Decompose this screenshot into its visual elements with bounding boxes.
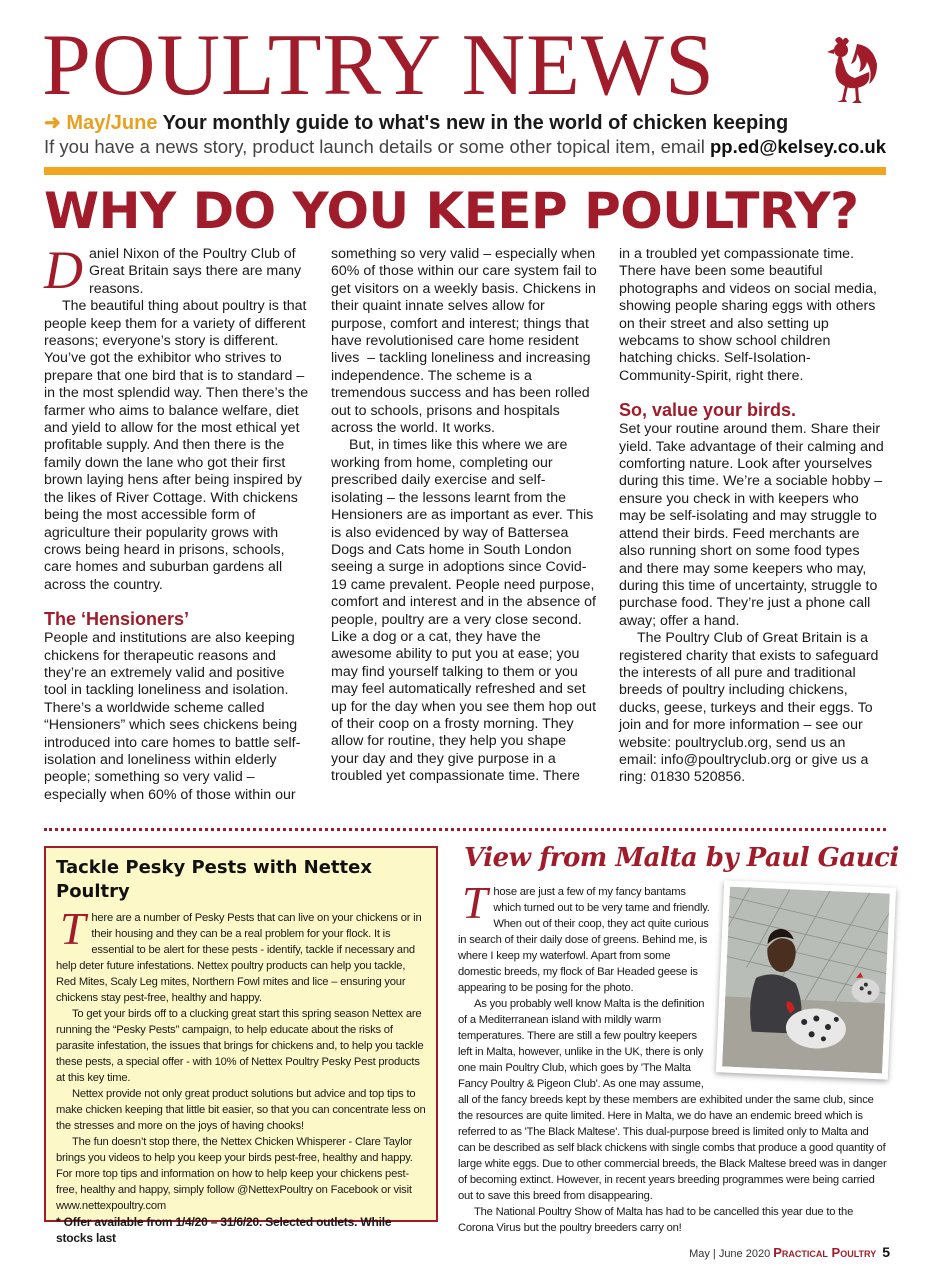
nettex-body <box>56 903 426 1246</box>
nettex-paragraph-2: To get your birds off to a clucking great start this spring season Nettex are running the “Pesky Pests” campaign, to help educate about the risks of parasite infestation, the issues that brings for chickens and, to help you tackle these pests, a special offer - with 10% of Nettex Poultry Pesky Pest products at this key time. <box>56 1008 424 1084</box>
article-dropcap: D <box>44 240 83 300</box>
malta-paragraph-1: hose are just a few of my fancy bantams which turned out to be very tame and friendly. When out of their coop, they act quite curious in search of their daily dose of greens. Behind me, is where I keep my waterfowl. Apart from some domestic breeds, my flock of Bar Headed geese is appearing to be posing for the photo. <box>458 886 710 994</box>
page-number: 5 <box>882 1244 890 1260</box>
footer-date: May | June 2020 <box>689 1248 774 1260</box>
nettex-paragraph-3: Nettex provide not only great product solutions but advice and top tips to make chicken keeping that little bit easier, so that you can concentrate less on the stresses and more on the joys of having chooks! <box>56 1088 426 1132</box>
nettex-offer: * Offer available from 1/4/20 – 31/6/20. Selected outlets. While stocks last <box>56 1215 392 1245</box>
article-column-3 <box>619 246 885 787</box>
article-paragraph-continued: something so very valid – especially when 60% of those within our care system fail to get visitors on a weekly basis. Chickens in their quaint innate selves allow for purpose, comfort and interest; things that have revolutionised care home resident lives – tackling loneliness and increasing independence. The scheme is a tremendous success and has been rolled out to schools, prisons and hospitals across the world. It works. <box>331 246 597 437</box>
article-paragraph-continued-2: in a troubled yet compassionate time. There have been some beautiful photographs and videos on social media, showing people sharing eggs with others on their street and also setting up webcams to show school children hatching chicks. Self-Isolation-Community-Spirit, right there. <box>619 246 877 384</box>
tagline <box>44 110 788 135</box>
article-column-1 <box>44 240 310 804</box>
nettex-advert-box <box>44 846 438 1245</box>
article-paragraph-lessons: But, in times like this where we are working from home, completing our prescribed daily exercise and self-isolating – the lessons learnt from the Hensioners are as important as ever. This is also evidenced by way of Battersea Dogs and Cats home in South London seeing a surge in adoptions since Covid-19 came prevalent. People need purpose, comfort and interest and in the absence of people, poultry are a very close second. Like a dog or a cat, they have the awesome ability to put you at ease; you may find yourself talking to them or you may feel automatically refreshed and set up for the day when you see them hop out of their coop on a frosty morning. They allow for routine, they help you shape your day and they give purpose in a troubled yet compassionate time. There <box>331 437 597 785</box>
nettex-title: Tackle Pesky Pests with Nettex Poultry <box>56 857 372 902</box>
article-paragraph: The beautiful thing about poultry is that people keep them for a variety of different reasons; everyone’s story is different. You’ve got the exhibitor who strives to prepare that one bird that is to standard – in the most splendid way. Then there’s the farmer who aims to balance welfare, diet and yield to allow for the most ethical yet profitable supply. And then there is the family down the lane who got their first brown laying hens after being inspired by the likes of River Cottage. With chickens being the most accessible form of agriculture their popularity grows with crows being heard in prisons, schools, care homes and suburban gardens all across the country. <box>44 298 309 593</box>
page-footer <box>689 1244 890 1260</box>
rooster-icon <box>817 34 879 106</box>
article-paragraph-club: The Poultry Club of Great Britain is a registered charity that exists to safeguard the interests of all pure and traditional breeds of poultry including chickens, ducks, geese, turkeys and their eggs. To join and for more information – see our website: poultryclub.org, send us an email: info@poultryclub.org or give us a ring: 01830 520856. <box>619 630 879 786</box>
malta-dropcap: T <box>462 877 488 928</box>
masthead-title: POULTRY NEWS <box>42 17 715 114</box>
masthead <box>42 17 882 114</box>
malta-title: View from Malta by Paul Gauci <box>464 843 899 873</box>
nettex-paragraph-4: The fun doesn’t stop there, the Nettex Chicken Whisperer - Clare Taylor brings you videos to help you keep your birds pest-free, healthy and happy. For more top tips and information on how to help keep your chickens pest-free, healthy and happy, simply follow @NettexPoultry on Facebook or visit www.nettexpoultry.com <box>56 1136 413 1212</box>
article-paragraph-value: Set your routine around them. Share their yield. Take advantage of their calming and comforting nature. Look after yourselves during this time. We’re a sociable hobby – ensure you check in with keepers who may be self-isolating and may struggle to attend their birds. Feed merchants are also running short on some food types and there may some keepers who may, during this time of uncertainty, struggle to purchase food. They’re just a phone call away; offer a hand. <box>619 421 884 629</box>
section-divider <box>44 828 886 831</box>
article-subhead-value: So, value your birds. <box>619 400 797 421</box>
man-with-chickens-image <box>722 887 890 1074</box>
tagline-text: Your monthly guide to what's new in the world of chicken keeping <box>157 112 789 134</box>
subline <box>44 136 886 158</box>
nettex-dropcap: T <box>60 903 86 954</box>
article-intro: aniel Nixon of the Poultry Club of Great Britain says there are many reasons. <box>89 246 302 297</box>
subline-email[interactable]: pp.ed@kelsey.co.uk <box>709 136 887 157</box>
malta-paragraph-2: As you probably well know Malta is the definition of a Mediterranean island with mildly warm temperatures. There are still a few poultry keepers left in Malta, however, unlike in the UK, there is only one main Poultry Club, which goes by 'The Malta Fancy Poultry & Pigeon Club'. As one may assume, all of the fancy breeds kept by these members are exhibited under the same club, since the resources are quite limited. Here in Malta, we do have an endemic breed which is referred to as 'The Black Maltese'. This dual-purpose breed is limited only to Malta and can be described as self black chickens with single combs that produce a good quantity of large white eggs. Due to other commercial breeds, the Black Maltese breed was in danger of becoming extinct. However, in recent years breeding programmes were being carried out to save this breed from disappearing. <box>458 998 887 1202</box>
subline-text: If you have a news story, product launch details or some other topical item, email <box>44 136 710 157</box>
article-headline: WHY DO YOU KEEP POULTRY? <box>44 182 859 240</box>
tagline-month: May/June <box>66 112 158 134</box>
article-paragraph-hensioners: People and institutions are also keeping chickens for therapeutic reasons and they’re an extremely valid and positive tool in tackling loneliness and isolation. There’s a worldwide scheme called “Hensioners” which sees chickens being introduced into care homes to battle self-isolation and loneliness within elderly people; something so very valid – especially when 60% of those within our <box>44 630 301 803</box>
footer-brand: Practical Poultry <box>773 1245 877 1260</box>
malta-body <box>458 877 888 1236</box>
header-divider <box>44 167 886 175</box>
nettex-paragraph-1: here are a number of Pesky Pests that can live on your chickens or in their housing and they can be a real problem for your flock. It is essential to be alert for these pests - identify, tackle if necessary and help deter future infestations. Nettex poultry products can help you tackle, Red Mites, Scaly Leg mites, Northern Fowl mites and lice – ensuring your chickens stay pest-free, healthy and happy. <box>56 912 422 1004</box>
article-subhead-hensioners: The ‘Hensioners’ <box>44 609 190 630</box>
malta-photo <box>716 880 896 1079</box>
article-column-2 <box>331 246 597 785</box>
arrow-right-icon: ➜ <box>44 112 61 134</box>
malta-paragraph-3: The National Poultry Show of Malta has had to be cancelled this year due to the Corona Virus but the poultry breeders carry on! <box>458 1206 854 1234</box>
